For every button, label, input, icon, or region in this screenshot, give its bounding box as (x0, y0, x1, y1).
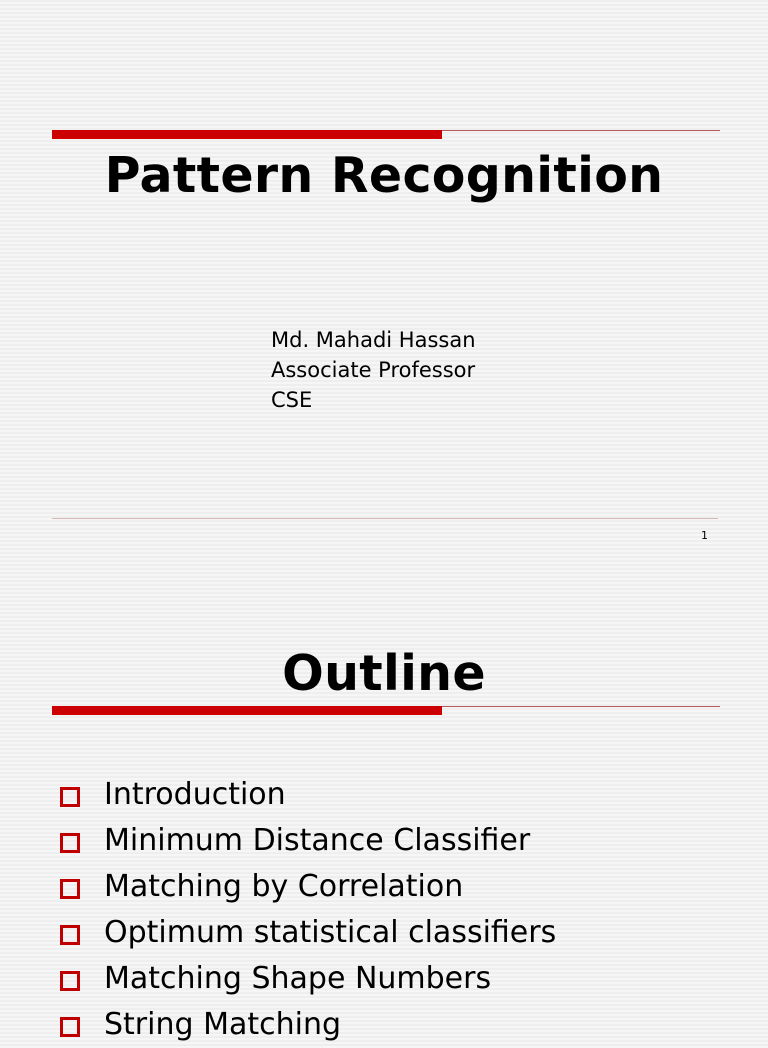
list-item-label: Matching by Correlation (104, 869, 464, 904)
list-item-label: String Matching (104, 1007, 341, 1042)
list-item-label: Optimum statistical classifiers (104, 915, 557, 950)
list-item (58, 1002, 556, 1048)
square-bullet-icon (60, 971, 80, 991)
rule-thin-segment (442, 130, 720, 131)
author-block (271, 325, 476, 415)
rule-thick-segment (52, 706, 442, 715)
list-item-label: Minimum Distance Classifier (104, 823, 531, 858)
outline-rule (52, 706, 720, 716)
outline-slide (0, 580, 768, 1042)
author-position: Associate Professor (271, 358, 476, 382)
list-item (58, 772, 556, 818)
square-bullet-icon (60, 787, 80, 807)
square-bullet-icon (60, 833, 80, 853)
list-item-label: Introduction (104, 777, 286, 812)
square-bullet-icon (60, 925, 80, 945)
list-item (58, 956, 556, 1002)
list-item-label: Matching Shape Numbers (104, 961, 492, 996)
author-department: CSE (271, 388, 313, 412)
outline-list (58, 772, 556, 1048)
outline-title: Outline (282, 645, 486, 702)
slide-title: Pattern Recognition (104, 147, 664, 204)
list-item (58, 910, 556, 956)
rule-thick-segment (52, 130, 442, 139)
author-name: Md. Mahadi Hassan (271, 328, 476, 352)
square-bullet-icon (60, 1017, 80, 1037)
list-item (58, 818, 556, 864)
title-top-rule (52, 130, 720, 140)
list-item (58, 864, 556, 910)
rule-thin-segment (442, 706, 720, 707)
square-bullet-icon (60, 879, 80, 899)
page-number: 1 (701, 529, 708, 542)
slide-bottom-rule (52, 518, 718, 519)
